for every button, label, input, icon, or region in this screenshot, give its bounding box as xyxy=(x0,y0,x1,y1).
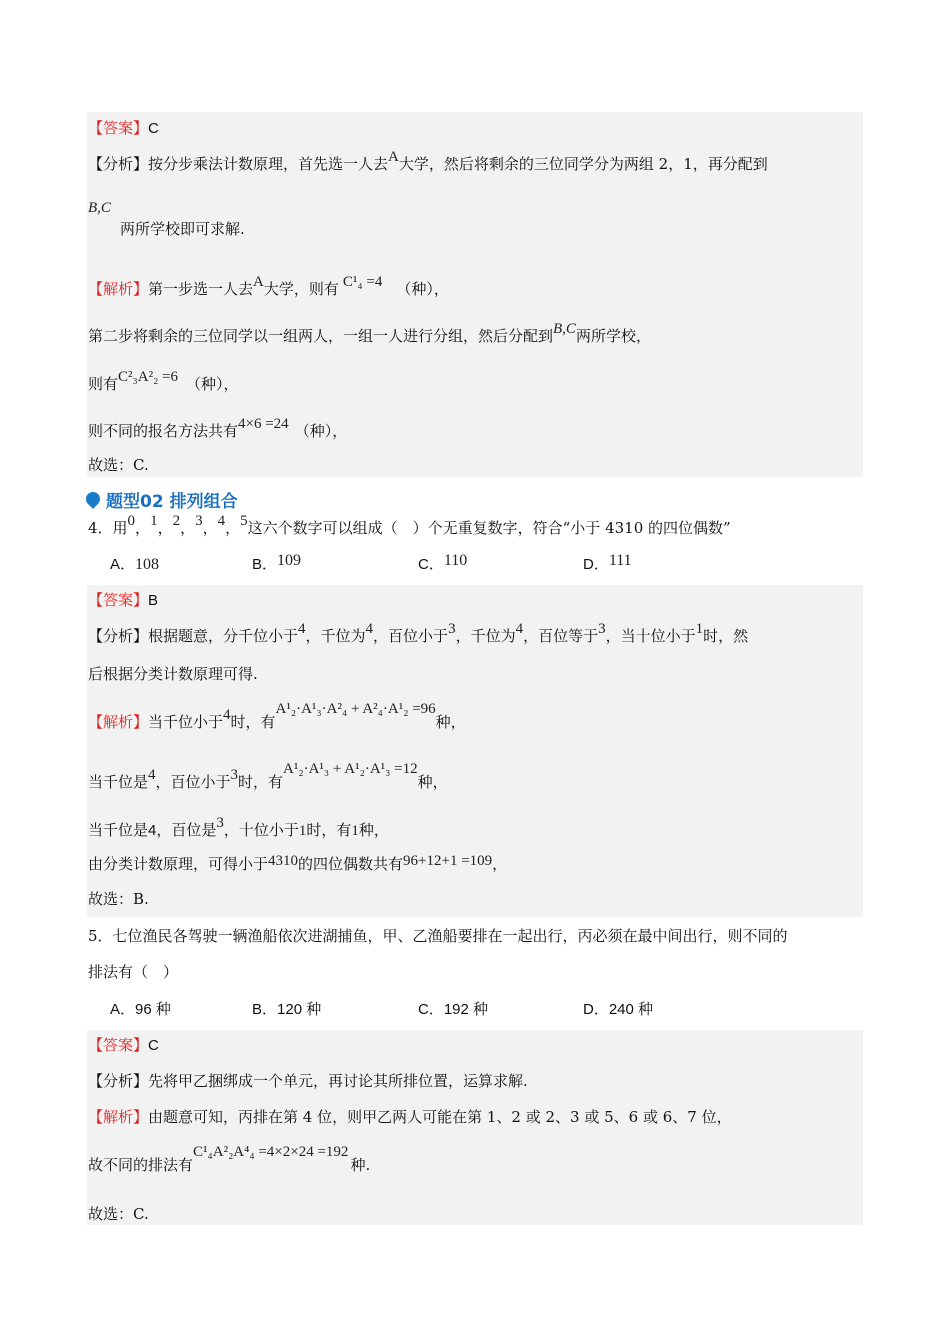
num: 4 xyxy=(148,822,157,839)
q5-analysis-line xyxy=(88,1071,528,1091)
analysis-text: ，千位为 xyxy=(455,627,516,645)
option-value: 96 种 xyxy=(135,1001,171,1018)
var-a: A xyxy=(253,274,264,290)
solution-text: 种， xyxy=(358,821,389,839)
q4-solution-line-1 xyxy=(88,701,466,733)
analysis-line xyxy=(88,149,768,175)
solution-text: 时，有 xyxy=(306,821,352,839)
digit: 0 xyxy=(127,513,136,529)
solution-tag: 【解析】 xyxy=(88,280,149,298)
option-letter: A． xyxy=(110,556,136,573)
q5-answer-line xyxy=(88,1035,159,1056)
answer-tag: 【答案】 xyxy=(88,1036,149,1054)
solution-line-2 xyxy=(88,321,651,347)
solution-text: ，百位是 xyxy=(156,821,217,839)
q5-option-d[interactable] xyxy=(583,999,653,1020)
formula: 96+12+1 =109 xyxy=(403,853,493,869)
q4-option-c[interactable] xyxy=(418,554,467,575)
solution-text: ，百位小于 xyxy=(155,773,231,791)
analysis-text: ，百位小于 xyxy=(373,627,449,645)
conclusion xyxy=(88,455,149,475)
q5-solution-line-2 xyxy=(88,1144,371,1176)
answer-value: C xyxy=(148,1037,159,1054)
option-value: 111 xyxy=(608,552,632,569)
q4-option-d[interactable] xyxy=(583,554,632,575)
analysis-text: 时，然 xyxy=(703,627,749,645)
section-header xyxy=(86,486,238,512)
q4-text: 这六个数字可以组成（ ）个无重复数字，符合“小于 4310 的四位偶数” xyxy=(247,519,731,537)
answer-value: C xyxy=(148,120,159,137)
location-pin-icon xyxy=(83,489,103,509)
formula: A¹₂·A¹₃·A²₄ + A²₄·A¹₂ =96 xyxy=(275,701,436,717)
option-value: 120 种 xyxy=(277,1001,322,1018)
num: 3 xyxy=(598,621,606,637)
q4-answer-line xyxy=(88,590,158,611)
solution-text: 时，有 xyxy=(238,773,284,791)
num: 3 xyxy=(230,767,239,783)
analysis-text: 先将甲乙捆绑成一个单元，再讨论其所排位置，运算求解. xyxy=(148,1072,528,1090)
num: 4310 xyxy=(268,853,299,869)
option-value: 240 种 xyxy=(608,1001,654,1018)
answer-value: B xyxy=(148,592,159,609)
answer-line xyxy=(88,118,159,139)
q4-analysis-line-2: 后根据分类计数原理可得. xyxy=(88,665,258,683)
question-4-stem: 4．用0，1，2，3，4，5这六个数字可以组成（ ）个无重复数字，符合“小于 4310 的四位偶数” xyxy=(88,513,731,537)
solution-text: 种. xyxy=(350,1156,371,1174)
option-value: 110 xyxy=(443,552,468,569)
option-value: 109 xyxy=(277,552,302,569)
q4-solution-line-4 xyxy=(88,854,507,875)
num: 3 xyxy=(448,621,456,637)
q5-conclusion: 故选：C. xyxy=(88,1205,149,1223)
solution-text: 第二步将剩余的三位同学以一组两人，一组一人进行分组，然后分配到 xyxy=(88,327,554,345)
solution-panel-q5 xyxy=(87,1030,863,1225)
solution-text: 由题意可知，丙排在第 4 位，则甲乙两人可能在第 1、2 或 2、3 或 5、6 或 6、7 位， xyxy=(148,1108,732,1126)
digit: 4 xyxy=(217,513,226,529)
conclusion-text: 故选：C. xyxy=(88,456,149,474)
solution-text: 当千位是 xyxy=(88,821,149,839)
formula-4x6: 4×6 =24 xyxy=(238,416,289,432)
solution-line-4 xyxy=(88,416,348,442)
option-letter: B． xyxy=(252,1001,278,1018)
solution-tag: 【解析】 xyxy=(88,713,149,731)
solution-text: 由分类计数原理，可得小于 xyxy=(88,855,269,873)
formula: C¹₄A²₂A⁴₄ =4×2×24 =192 xyxy=(193,1144,349,1160)
q4-analysis-line-1 xyxy=(88,621,749,647)
question-5-stem-1: 5．七位渔民各驾驶一辆渔船依次进湖捕鱼，甲、乙渔船要排在一起出行，丙必须在最中间出行，则不同的 xyxy=(88,927,788,945)
solution-text: （种）， xyxy=(396,280,449,298)
digit: 2 xyxy=(172,513,181,529)
q5-option-a[interactable] xyxy=(110,999,171,1020)
q4-option-a[interactable] xyxy=(110,554,159,575)
num: 4 xyxy=(223,707,231,723)
solution-text: 则有 xyxy=(88,375,119,393)
q4-solution-line-3 xyxy=(88,815,389,841)
num: 4 xyxy=(365,621,374,637)
analysis-text-a: 按分步乘法计数原理，首先选一人去 xyxy=(148,155,389,173)
solution-text: ， xyxy=(492,855,508,873)
option-letter: C． xyxy=(418,556,444,573)
solution-line-3 xyxy=(88,369,239,395)
solution-text: （种）， xyxy=(186,375,239,393)
solution-text: 大学，则有 xyxy=(263,280,339,298)
solution-text: ，十位小于 xyxy=(223,821,299,839)
option-value: 108 xyxy=(135,556,160,573)
analysis-text-b: 大学，然后将剩余的三位同学分为两组 2，1，再分配到 xyxy=(398,155,768,173)
formula: A¹₂·A¹₃ + A¹₂·A¹₃ =12 xyxy=(283,761,418,777)
solution-text: 的四位偶数共有 xyxy=(298,855,404,873)
solution-text: 则不同的报名方法共有 xyxy=(88,422,239,440)
analysis-line-2: 两所学校即可求解. xyxy=(120,220,245,238)
digit: 1 xyxy=(150,513,158,529)
solution-text: 故不同的排法有 xyxy=(88,1156,194,1174)
solution-text: 种， xyxy=(435,713,466,731)
formula-c23a22: C²₃A²₂ =6 xyxy=(118,369,179,385)
num: 1 xyxy=(298,823,307,839)
option-letter: C． xyxy=(418,1001,444,1018)
solution-text: 时，有 xyxy=(230,713,276,731)
q5-option-b[interactable] xyxy=(252,999,321,1020)
section-title-b: 02 排列组合 xyxy=(140,491,238,512)
solution-text: 第一步选一人去 xyxy=(148,280,254,298)
solution-line-1 xyxy=(88,274,449,300)
num: 1 xyxy=(351,823,359,839)
option-value: 192 种 xyxy=(443,1001,489,1018)
analysis-text: ，千位为 xyxy=(305,627,366,645)
section-title-a: 题型 xyxy=(106,491,140,512)
num: 4 xyxy=(298,621,306,637)
option-letter: D． xyxy=(583,1001,609,1018)
question-5-stem-2: 排法有（ ） xyxy=(88,963,179,981)
option-letter: D． xyxy=(583,556,609,573)
solution-text: （种）， xyxy=(294,422,348,440)
answer-tag: 【答案】 xyxy=(88,591,149,609)
digit: 5 xyxy=(240,513,248,529)
num: 3 xyxy=(216,815,224,831)
q5-option-c[interactable] xyxy=(418,999,488,1020)
solution-tag: 【解析】 xyxy=(88,1108,149,1126)
option-letter: A． xyxy=(110,1001,136,1018)
analysis-text: 根据题意，分千位小于 xyxy=(148,627,299,645)
q4-text: 4．用 xyxy=(88,519,128,537)
solution-text: 两所学校， xyxy=(575,327,651,345)
solution-text: 当千位小于 xyxy=(148,713,224,731)
analysis-var-bc: B,C xyxy=(88,200,111,216)
num: 1 xyxy=(695,621,704,637)
var-bc: B,C xyxy=(553,321,576,337)
solution-text: 当千位是 xyxy=(88,773,149,791)
analysis-var-a: A xyxy=(388,149,399,165)
num: 4 xyxy=(515,621,524,637)
analysis-tag: 【分析】 xyxy=(88,627,149,645)
analysis-tag: 【分析】 xyxy=(88,1072,149,1090)
section-title xyxy=(106,487,238,512)
q5-solution-line-1 xyxy=(88,1107,732,1127)
digit: 3 xyxy=(195,513,203,529)
solution-text: 种， xyxy=(417,773,448,791)
answer-tag: 【答案】 xyxy=(88,119,149,137)
option-letter: B． xyxy=(252,556,278,573)
analysis-text: ，百位等于 xyxy=(523,627,599,645)
q4-conclusion: 故选：B. xyxy=(88,890,149,908)
num: 4 xyxy=(148,767,156,783)
formula-c14: C¹₄ =4 xyxy=(342,274,383,290)
analysis-text: ，当十位小于 xyxy=(605,627,696,645)
analysis-tag: 【分析】 xyxy=(88,155,149,173)
q4-option-b[interactable] xyxy=(252,554,301,575)
q4-solution-line-2 xyxy=(88,761,448,793)
